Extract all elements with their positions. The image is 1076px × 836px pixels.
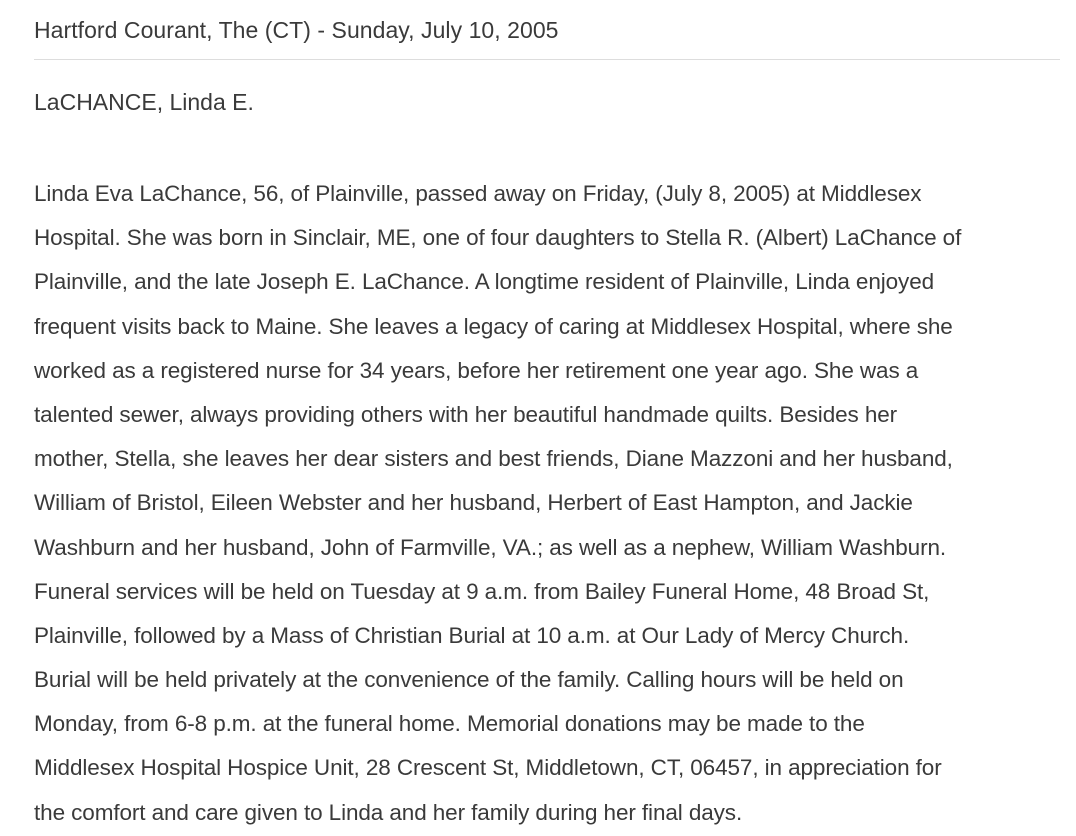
body-line: worked as a registered nurse for 34 years, before her retirement one year ago. She was a bbox=[34, 357, 919, 383]
body-line: Middlesex Hospital Hospice Unit, 28 Crescent St, Middletown, CT, 06457, in appreciation for bbox=[34, 755, 942, 781]
body-line: Funeral services will be held on Tuesday at 9 a.m. from Bailey Funeral Home, 48 Broad St, bbox=[34, 578, 930, 604]
obituary-headline: LaCHANCE, Linda E. bbox=[34, 89, 254, 115]
body-line: Plainville, and the late Joseph E. LaChance. A longtime resident of Plainville, Linda enjoyed bbox=[34, 269, 935, 295]
body-line: Hospital. She was born in Sinclair, ME, one of four daughters to Stella R. (Albert) LaChance of bbox=[34, 225, 962, 251]
body-line: Burial will be held privately at the convenience of the family. Calling hours will be held on bbox=[34, 667, 904, 693]
body-line: mother, Stella, she leaves her dear sisters and best friends, Diane Mazzoni and her husband, bbox=[34, 446, 953, 472]
body-line: talented sewer, always providing others with her beautiful handmade quilts. Besides her bbox=[34, 401, 898, 427]
body-line: Washburn and her husband, John of Farmville, VA.; as well as a nephew, William Washburn. bbox=[34, 534, 947, 560]
obituary-body bbox=[34, 172, 1064, 835]
body-line: Linda Eva LaChance, 56, of Plainville, passed away on Friday, (July 8, 2005) at Middlesex bbox=[34, 181, 922, 206]
body-line: frequent visits back to Maine. She leaves a legacy of caring at Middlesex Hospital, where she bbox=[34, 313, 953, 339]
body-line: Plainville, followed by a Mass of Christian Burial at 10 a.m. at Our Lady of Mercy Church. bbox=[34, 622, 910, 648]
body-line: Monday, from 6-8 p.m. at the funeral home. Memorial donations may be made to the bbox=[34, 711, 865, 737]
body-line: William of Bristol, Eileen Webster and her husband, Herbert of East Hampton, and Jackie bbox=[34, 490, 913, 516]
publication-source-line: Hartford Courant, The (CT) - Sunday, July 10, 2005 bbox=[34, 17, 559, 43]
header-divider bbox=[34, 59, 1060, 60]
body-line: the comfort and care given to Linda and her family during her final days. bbox=[34, 799, 743, 825]
